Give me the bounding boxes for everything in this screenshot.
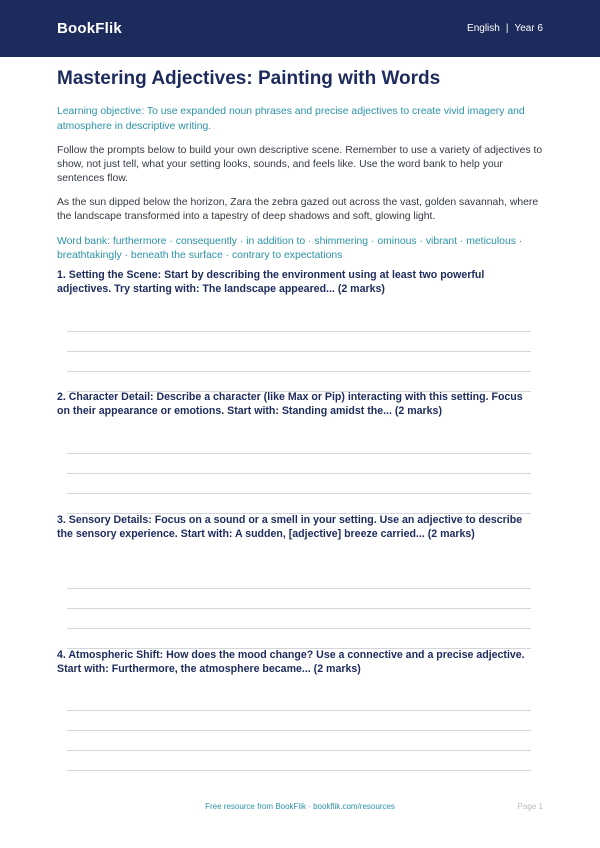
year-label: Year 6: [514, 23, 543, 34]
question-4: [57, 648, 527, 676]
page-title: Mastering Adjectives: Painting with Words: [57, 68, 441, 89]
question-prompt: 3. Sensory Details: Focus on a sound or a smell in your setting. Use an adjective to describe the sensory experience. Start with: A sudden, [adjective] breeze carried... (2 marks): [57, 514, 523, 540]
subject-label: English: [467, 23, 500, 34]
question-prompt: 1. Setting the Scene: Start by describing the environment using at least two powerful adjectives. Try starting with: The landscape appeared... (2 marks): [57, 269, 485, 295]
footer-resource-link[interactable]: Free resource from BookFlik · bookflik.com/resources: [205, 802, 395, 811]
answer-line[interactable]: [67, 710, 531, 711]
question-3: [57, 513, 527, 541]
answer-line[interactable]: [67, 493, 531, 494]
page-header: [0, 0, 600, 57]
answer-line[interactable]: [67, 608, 531, 609]
answer-line[interactable]: [67, 750, 531, 751]
answer-line[interactable]: [67, 628, 531, 629]
example-text: As the sun dipped below the horizon, Zara the zebra gazed out across the vast, golden savannah, where the landscape transformed into a tapestry of deep shadows and soft, glowing light.: [57, 197, 539, 222]
answer-line[interactable]: [67, 331, 531, 332]
page-number: Page 1: [517, 802, 543, 811]
answer-line[interactable]: [67, 588, 531, 589]
answer-line[interactable]: [67, 770, 531, 771]
word-bank: Word bank: furthermore · consequently · in addition to · shimmering · ominous · vibrant · meticulous · breathtakingly · beneath the surface · contrary to expectations: [57, 236, 523, 261]
answer-line[interactable]: [67, 730, 531, 731]
answer-line[interactable]: [67, 473, 531, 474]
header-separator: |: [505, 23, 509, 34]
question-1: [57, 268, 527, 296]
question-prompt: 2. Character Detail: Describe a character (like Max or Pip) interacting with this setting. Focus on their appearance or emotions. Start with: Standing amidst the... (2 marks): [57, 391, 523, 417]
question-2: [57, 390, 527, 418]
answer-line[interactable]: [67, 371, 531, 372]
worksheet-intro: [57, 57, 543, 263]
answer-line[interactable]: [67, 453, 531, 454]
answer-line[interactable]: [67, 351, 531, 352]
brand-logo: BookFlik: [57, 20, 122, 37]
question-prompt: 4. Atmospheric Shift: How does the mood change? Use a connective and a precise adjective. Start with: Furthermore, the atmosphere became... (2 marks): [57, 649, 525, 675]
instructions-text: Follow the prompts below to build your own descriptive scene. Remember to use a variety of adjectives to show, not just tell, what your setting looks, sounds, and feels like. Use the word bank to help your sentences flow.: [57, 145, 543, 184]
learning-objective: Learning objective: To use expanded noun phrases and precise adjectives to create vivid imagery and atmosphere in descriptive writing.: [57, 106, 525, 132]
header-meta: [467, 23, 543, 34]
